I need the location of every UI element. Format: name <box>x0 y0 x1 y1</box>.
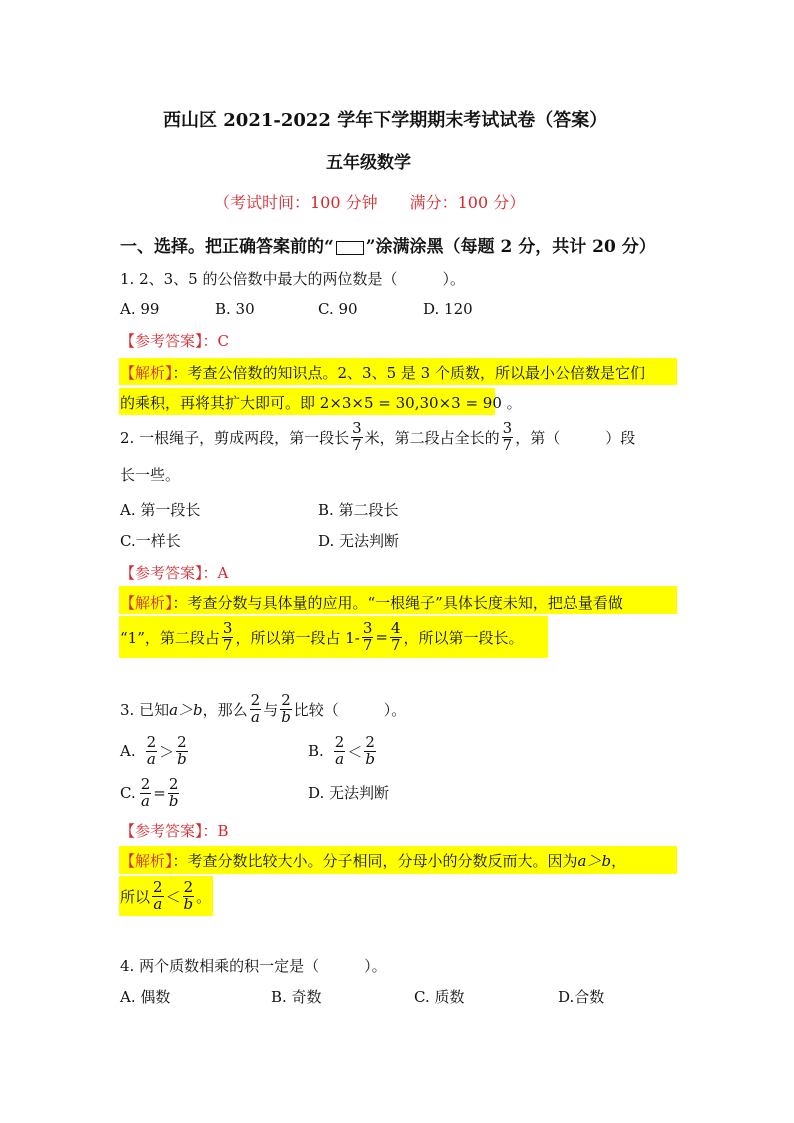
q1-option-b: B. 30 <box>215 300 255 318</box>
q1-answer <box>120 330 229 351</box>
q3-analysis-line1 <box>120 850 626 871</box>
q3-stem-d: 比较（ ）。 <box>293 700 407 719</box>
q3-option-a-label: A. <box>120 742 136 760</box>
q3-stem-ab: a＞b <box>169 700 203 719</box>
q1-option-c: C. 90 <box>318 300 358 318</box>
q2-analysis-fraction-a: $\frac{3}{7}$ <box>222 618 233 654</box>
answer-box-icon <box>336 241 364 255</box>
q3-analysis-line2 <box>120 877 211 915</box>
q2-stem-line2: 长一些。 <box>120 466 181 484</box>
q3-stem-c: 与 <box>263 700 279 719</box>
q3-stem-b: ，那么 <box>202 700 248 719</box>
q1-analysis-line1 <box>120 362 645 383</box>
q2-answer-value: ：A <box>202 564 229 582</box>
q3-option-d: D. 无法判断 <box>308 784 390 802</box>
q3-analysis-end: 。 <box>196 887 212 906</box>
q3-stem-a: 3. 已知 <box>120 700 170 719</box>
q2-option-c: C.一样长 <box>120 532 181 550</box>
q2-analysis-line2 <box>120 618 524 656</box>
section-heading-a: 一、选择。把正确答案前的“ <box>120 237 334 257</box>
q3-option-c-op: = <box>153 784 166 802</box>
q1-analysis-line2: 的乘积，再将其扩大即可。即 2×3×5 = 30,30×3 = 90 。 <box>120 394 522 412</box>
q3-option-b-label: B. <box>308 742 324 760</box>
q4-stem: 4. 两个质数相乘的积一定是（ ）。 <box>120 957 387 975</box>
q4-option-c: C. 质数 <box>414 988 465 1006</box>
q1-analysis-text: ：考查公倍数的知识点。2、3、5 是 3 个质数，所以最小公倍数是它们 <box>172 364 645 382</box>
q2-analysis-text: ：考查分数与具体量的应用。“一根绳子”具体长度未知，把总量看做 <box>172 594 623 612</box>
section-heading <box>120 232 656 257</box>
q3-answer <box>120 820 229 841</box>
q2-option-a: A. 第一段长 <box>120 501 201 519</box>
q3-option-a-frac-2: $\frac{2}{b}$ <box>177 732 187 768</box>
q1-analysis-label: 【解析】 <box>120 364 173 382</box>
exam-info: （考试时间：100 分钟 满分：100 分） <box>214 193 526 212</box>
q2-answer-label: 【参考答案】 <box>120 564 203 582</box>
q3-option-a-frac-1: $\frac{2}{a}$ <box>146 732 157 768</box>
q4-option-d: D.合数 <box>558 988 605 1006</box>
q1-answer-label: 【参考答案】 <box>120 332 203 350</box>
exam-subtitle: 五年级数学 <box>326 153 411 173</box>
q3-option-c-frac-2: $\frac{2}{b}$ <box>168 774 179 810</box>
q2-answer <box>120 562 228 583</box>
q2-analysis-fraction-c: $\frac{4}{7}$ <box>390 618 401 654</box>
q3-analysis-frac-2: $\frac{2}{b}$ <box>183 877 194 913</box>
q3-answer-label: 【参考答案】 <box>120 822 203 840</box>
q2-stem <box>120 418 635 456</box>
q2-option-d: D. 无法判断 <box>318 532 400 550</box>
q3-stem-fraction-a: $\frac{2}{a}$ <box>250 690 261 726</box>
q2-analysis-line2-b: ，所以第一段占 1- <box>235 628 360 647</box>
q3-option-c-frac-1: $\frac{2}{a}$ <box>140 774 151 810</box>
q3-stem-fraction-b: $\frac{2}{b}$ <box>281 690 291 726</box>
q1-stem: 1. 2、3、5 的公倍数中最大的两位数是（ ）。 <box>120 270 465 288</box>
q3-option-c <box>120 774 181 812</box>
q1-option-a: A. 99 <box>120 300 160 318</box>
q2-fraction-2: $\frac{3}{7}$ <box>502 418 513 454</box>
q2-analysis-line2-a: “1”，第二段占 <box>120 628 220 647</box>
q2-stem-a: 2. 一根绳子，剪成两段，第一段长 <box>120 428 350 447</box>
q4-option-b: B. 奇数 <box>271 988 322 1006</box>
q3-analysis-text: ：考查分数比较大小。分子相同，分母小的分数反而大。因为 <box>172 852 578 870</box>
q2-option-b: B. 第二段长 <box>318 501 399 519</box>
q2-analysis-fraction-b: $\frac{3}{7}$ <box>362 618 373 654</box>
q4-option-a: A. 偶数 <box>120 988 171 1006</box>
q3-option-b <box>308 732 378 770</box>
q2-analysis-label: 【解析】 <box>120 594 173 612</box>
q3-option-b-frac-2: $\frac{2}{b}$ <box>365 732 375 768</box>
q3-analysis-label: 【解析】 <box>120 852 173 870</box>
q2-analysis-line1 <box>120 592 623 613</box>
q2-analysis-line2-c: ，所以第一段长。 <box>403 628 524 647</box>
q3-analysis-line1-end: ， <box>611 852 627 870</box>
q2-stem-c: ，第（ ）段 <box>515 428 636 447</box>
exam-title: 西山区 2021-2022 学年下学期期末考试试卷（答案） <box>163 110 608 131</box>
q3-option-a <box>120 732 190 770</box>
q3-analysis-ab: a＞b <box>577 852 612 870</box>
q3-option-a-op: ＞ <box>159 742 175 761</box>
q3-stem <box>120 690 406 728</box>
q1-answer-value: ：C <box>202 332 229 350</box>
section-heading-b: ”涂满涂黑（每题 2 分，共计 20 分） <box>365 237 656 257</box>
q2-stem-b: 米，第二段占全长的 <box>364 428 500 447</box>
q3-analysis-op: ＜ <box>165 887 181 906</box>
q3-analysis-line2-a: 所以 <box>120 887 151 906</box>
q3-answer-value: ：B <box>202 822 229 840</box>
q3-option-c-label: C. <box>120 784 136 802</box>
q2-analysis-equals: = <box>375 628 388 646</box>
q1-option-d: D. 120 <box>423 300 473 318</box>
q3-analysis-frac-1: $\frac{2}{a}$ <box>153 877 163 913</box>
q3-option-b-frac-1: $\frac{2}{a}$ <box>334 732 345 768</box>
q3-option-b-op: ＜ <box>347 742 363 761</box>
q2-fraction-1: $\frac{3}{7}$ <box>352 418 362 454</box>
